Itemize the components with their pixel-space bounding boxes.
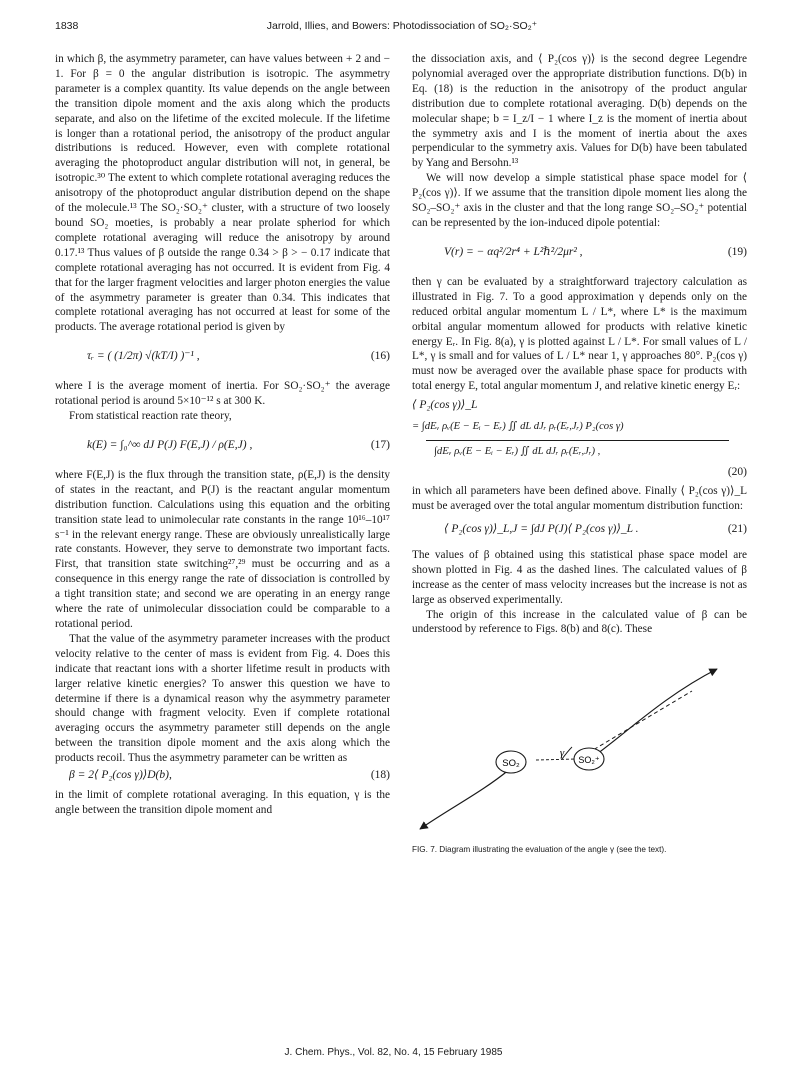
paragraph: That the value of the asymmetry parameter increases with the product velocity relative to the center of mass is evident from Fig. 4. Does this indicate that reactant ions with a shorter lifetime result in products with larger relative kinetic energies? To answer this question we have to determine if there is a dynamical reason why the asymmetry parameter should change with fragment velocity. Even if complete rotational averaging occurs the asymmetry parameter still depends on the angle between the transition dipole moment and the axis along which the products recoil. Thus the asymmetry parameter can be written as bbox=[55, 632, 390, 765]
left-column bbox=[55, 52, 390, 818]
paragraph: The origin of this increase in the calculated value of β can be understood by reference to Figs. 8(b) and 8(c). These bbox=[412, 608, 747, 636]
equation-20 bbox=[412, 416, 747, 480]
equation-denominator: ∫dEᵥ ρᵥ(E − Eᵢ − Eᵣ) ∬ dL dJᵣ ρᵣ(Eᵣ,Jᵣ) , bbox=[434, 446, 601, 458]
paragraph: the dissociation axis, and ⟨ P₂(cos γ)⟩ is the second degree Legendre polynomial averaged over the appropriate distribution functions. D(b) in Eq. (18) is the reduction in the anisotropy of the product angular distribution due to complete rotational averaging. D(b) depends on the molecular shape; b = I_z/I − 1 where I_z is the moment of inertia about the symmetry axis and I is the moment of inertia about the axes perpendicular to the symmetry axis. Values for D(b) have been tabulated by Yang and Bersohn.¹³ bbox=[412, 53, 747, 170]
equation-body: V(r) = − αq²/2r⁴ + L²ℏ²/2μr² , bbox=[444, 245, 583, 258]
equation-20-label bbox=[412, 398, 747, 414]
paragraph: in which β, the asymmetry parameter, can have values between + 2 and − 1. For β = 0 the angular distribution is isotropic. The asymmetry parameter is a complex quantity. Its value depends on the angle between the transition dipole moment and the axis along which the products separate, and also on the lifetime of the excited molecule. If the lifetime is longer than a rotational period, the anisotropy of the product angular distributions is reduced. However, even with complete rotational averaging the photoproduct angular distribution will not, in general, be isotropic.³⁰ The extent to which complete rotational averaging reduces the anisotropy of the photoproduct angular distribution depend on the shape of the molecule.¹³ The SO₂·SO₂⁺ cluster, with a structure of two loosely bound SO₂ moeties, is probably a near prolate spheriod for which complete rotational averaging will reduce the anisotropy by around 0.17.¹³ Thus values of β outside the range 0.34 > β > − 0.17 indicate that complete rotational averaging has not occurred. It is evident from Fig. 4 that for the larger fragment velocities and larger photon energies the value of the asymmetry parameter is greater than 0.34. This indicates that complete rotational averaging has not occurred at least for some of the products. The average rotational period is given by bbox=[55, 53, 390, 334]
right-column bbox=[412, 52, 747, 858]
paragraph: The values of β obtained using this statistical phase space model are shown plotted in Fig. 4 as the dashed lines. The calculated values of β increase as the center of mass velocity increases but the increase is not as large as observed experimentally. bbox=[412, 548, 747, 606]
dashed-axis bbox=[588, 691, 692, 753]
trajectory-diagram bbox=[412, 667, 747, 837]
equation-body: ⟨ P₂(cos γ)⟩_L bbox=[412, 399, 478, 412]
equation-numerator: = ∫dEᵥ ρᵥ(E − Eᵢ − Eᵣ) ∬ dL dJᵣ ρᵣ(Eᵣ,Jᵣ) P₂(cos γ) bbox=[412, 421, 624, 433]
gamma-label: γ bbox=[559, 747, 565, 760]
running-title: Jarrold, Illies, and Bowers: Photodissociation of SO₂·SO₂⁺ bbox=[266, 20, 538, 32]
paragraph: From statistical reaction rate theory, bbox=[69, 410, 232, 423]
figure-7 bbox=[412, 667, 747, 837]
equation-number: (16) bbox=[370, 350, 390, 363]
baseline-dash bbox=[536, 759, 576, 760]
equation-body: τᵣ = ( (1/2π) √(kT/I) )⁻¹ , bbox=[87, 350, 200, 363]
so2-label: SO₂ bbox=[502, 758, 520, 770]
equation-number: (20) bbox=[727, 466, 747, 479]
so2plus-label: SO₂⁺ bbox=[578, 755, 600, 766]
trajectory-down bbox=[420, 769, 510, 829]
trajectory-up bbox=[590, 669, 717, 759]
equation-21 bbox=[412, 522, 747, 540]
equation-body: ⟨ P₂(cos γ)⟩_L,J = ∫dJ P(J)⟨ P₂(cos γ)⟩_L . bbox=[444, 522, 639, 535]
equation-body: k(E) = ∫₀^∞ dJ P(J) F(E,J) / ρ(E,J) , bbox=[87, 438, 253, 451]
paragraph: in which all parameters have been defined above. Finally ⟨ P₂(cos γ)⟩_L must be averaged over the total angular momentum distribution function: bbox=[412, 485, 747, 513]
equation-16 bbox=[55, 340, 390, 374]
equation-number: (21) bbox=[727, 522, 747, 535]
equation-18 bbox=[55, 768, 390, 786]
equation-19 bbox=[412, 236, 747, 270]
paragraph: in the limit of complete rotational averaging. In this equation, γ is the angle between the transition dipole moment and bbox=[55, 789, 390, 816]
page-footer: J. Chem. Phys., Vol. 82, No. 4, 15 February 1985 bbox=[284, 1047, 503, 1058]
equation-17 bbox=[55, 429, 390, 463]
paragraph: where I is the average moment of inertia. For SO₂·SO₂⁺ the average rotational period is around 5×10⁻¹² s at 300 K. bbox=[55, 380, 390, 408]
equation-number: (19) bbox=[727, 245, 747, 258]
equation-body: β = 2⟨ P₂(cos γ)⟩D(b), bbox=[69, 769, 172, 782]
fraction-bar bbox=[426, 440, 729, 441]
figure-caption: FIG. 7. Diagram illustrating the evaluation of the angle γ (see the text). bbox=[412, 845, 667, 855]
paragraph: We will now develop a simple statistical phase space model for ⟨ P₂(cos γ)⟩. If we assume that the transition dipole moment lies along the SO₂–SO₂⁺ axis in the cluster and that the long range SO₂–SO₂⁺ potential can be represented by the ion-induced dipole potential: bbox=[412, 172, 747, 229]
paragraph: then γ can be evaluated by a straightforward trajectory calculation as illustrated in Fig. 7. To a good approximation γ depends only on the reduced orbital angular momentum L / L*, where L* is the maximum orbital angular momentum allowed for products with relative kinetic energy Eᵣ. In Fig. 8(a), γ is plotted against L / L*. For small values of L / L*, γ is small and for values of L / L* near 1, γ approaches 80°. P₂(cos γ) must now be averaged over the available phase space for products with total energy E, total angular momentum J, and relative kinetic energy Eᵣ: bbox=[412, 275, 747, 393]
page-number: 1838 bbox=[55, 20, 79, 32]
equation-number: (18) bbox=[370, 769, 390, 782]
page-header bbox=[55, 20, 749, 36]
equation-number: (17) bbox=[370, 438, 390, 451]
paragraph: where F(E,J) is the flux through the transition state, ρ(E,J) is the density of states in the reactant, and P(J) is the reactant angular momentum distribution function. Calculations using this equation and the orbiting transition state lead to unimolecular rate constants in the range 10¹⁶–10¹⁷ s⁻¹ in the relevant energy range. These are obviously unrealistically large rate constants. However, they serve to demonstrate two important facts. First, that transition state switching²⁷,²⁹ must be occurring and as a consequence in this energy range the rate of dissociation is controlled by a tight transition state; and second we are operating in an energy range where the rate of unimolecular dissociation could be comparable to a rotational period. bbox=[55, 468, 390, 630]
